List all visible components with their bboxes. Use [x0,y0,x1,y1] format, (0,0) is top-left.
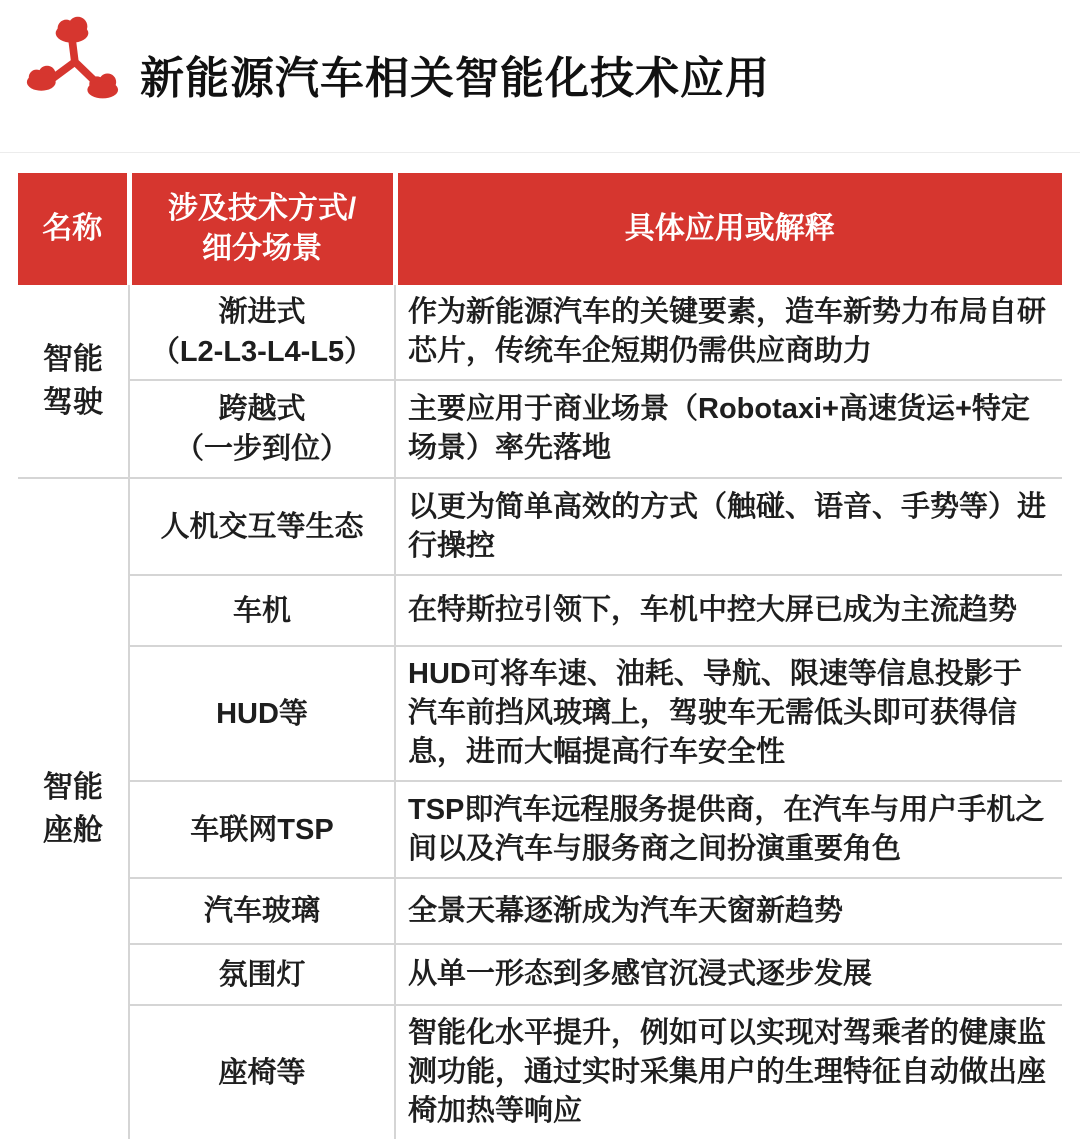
tech-cell [129,285,395,380]
table-row [18,380,1062,478]
tech-table [18,173,1062,1139]
header-divider-line [0,152,1080,153]
group-label-smart-driving [18,285,129,478]
tech-cell: 人机交互等生态 [129,478,395,575]
tech-cell: 车联网TSP [129,781,395,878]
tech-line: 跨越式 [218,393,306,425]
desc-cell: HUD可将车速、油耗、导航、限速等信息投影于汽车前挡风玻璃上，驾驶车无需低头即可获得信息，进而大幅提高行车安全性 [395,646,1062,781]
tech-cell: HUD等 [129,646,395,781]
col-header-detail: 具体应用或解释 [395,173,1062,285]
desc-cell: 智能化水平提升，例如可以实现对驾乘者的健康监测功能，通过实时采集用户的生理特征自动做出座椅加热等响应 [395,1005,1062,1139]
group-label-line: 座舱 [43,814,103,847]
table-row [18,646,1062,781]
group-label-line: 智能 [43,343,103,376]
table-row [18,575,1062,646]
table-row [18,944,1062,1005]
tech-cell: 汽车玻璃 [129,878,395,944]
col-header-tech-line1: 涉及技术方式/ [167,192,357,225]
tech-cell [129,380,395,478]
group-label-smart-cockpit [18,478,129,1139]
group-label-line: 智能 [43,771,103,804]
group-label-line: 驾驶 [43,386,103,419]
table-header-row [18,173,1062,285]
desc-cell: 在特斯拉引领下，车机中控大屏已成为主流趋势 [395,575,1062,646]
table-row [18,878,1062,944]
desc-cell: 作为新能源汽车的关键要素，造车新势力布局自研芯片，传统车企短期仍需供应商助力 [395,285,1062,380]
desc-cell: 全景天幕逐渐成为汽车天窗新趋势 [395,878,1062,944]
cloud-network-logo-icon [24,12,120,108]
tech-cell: 车机 [129,575,395,646]
col-header-tech [129,173,395,285]
page-title: 新能源汽车相关智能化技术应用 [140,54,770,103]
tech-cell: 氛围灯 [129,944,395,1005]
col-header-name: 名称 [18,173,129,285]
table-row [18,1005,1062,1139]
page-header [0,0,1080,152]
table-row [18,781,1062,878]
tech-cell: 座椅等 [129,1005,395,1139]
desc-cell: TSP即汽车远程服务提供商，在汽车与用户手机之间以及汽车与服务商之间扮演重要角色 [395,781,1062,878]
desc-cell: 从单一形态到多感官沉浸式逐步发展 [395,944,1062,1005]
tech-line: 渐进式 [218,296,306,328]
table-row [18,478,1062,575]
table-row [18,285,1062,380]
desc-cell: 主要应用于商业场景（Robotaxi+高速货运+特定场景）率先落地 [395,380,1062,478]
tech-line: （一步到位） [174,433,349,465]
col-header-tech-line2: 细分场景 [202,232,322,265]
desc-cell: 以更为简单高效的方式（触碰、语音、手势等）进行操控 [395,478,1062,575]
tech-line: （L2-L3-L4-L5） [150,336,374,368]
